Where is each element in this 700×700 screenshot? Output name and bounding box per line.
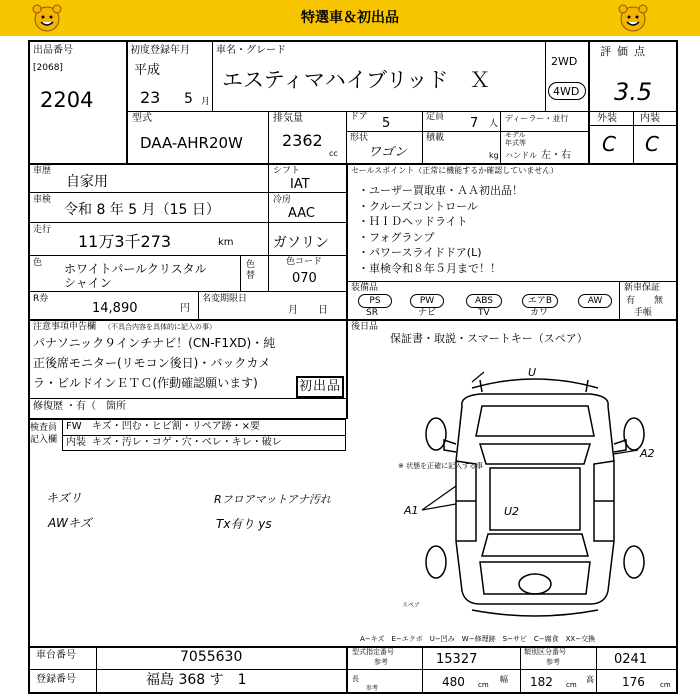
shift-label: シフト (273, 166, 301, 176)
doors: 5 (382, 116, 391, 131)
ref-label-2: 参考 (546, 658, 560, 666)
header-title: 特選車＆初出品 (301, 10, 399, 26)
shape-label: 形状 (350, 133, 369, 143)
type-label: 型式 (132, 113, 152, 124)
inspection: 令和 8 年 5 月（15 日） (64, 202, 220, 218)
plate: 福島 368 す 1 (146, 672, 247, 688)
recycle-unit: 円 (180, 303, 190, 314)
color: ホワイトパールクリスタル シャイン (64, 262, 207, 290)
equip-pw: PW (410, 294, 444, 308)
sales-point: ・車検令和８年５月まで！！ (358, 261, 501, 275)
sales-point: ・クルーズコントロール (358, 199, 478, 213)
sales-point: ・ＨＩＤヘッドライト (358, 215, 468, 228)
drive-4wd: 4WD (553, 85, 580, 98)
width: 182 (530, 675, 553, 689)
car-label: 車名・グレード (216, 45, 286, 56)
damage-mark-a1: A1 (404, 504, 419, 517)
new-warranty-no: 無 (654, 296, 664, 306)
repair: ・有（ 箇所 (66, 401, 126, 412)
sales-label: セールスポイント（正常に機能するか確認していません） (351, 166, 559, 175)
model-year-label: モデル 年式等 (505, 131, 526, 147)
new-warranty-yes: 有 (626, 296, 636, 306)
notes-line: 正後席モニター(リモコン後日)・バックカメ (33, 356, 271, 370)
type-no: 15327 (436, 652, 478, 667)
equip-airbag: エアB (522, 294, 558, 308)
lot-number: 2204 (40, 88, 94, 112)
inspector-label: 検査員 記入欄 (30, 423, 58, 445)
mileage: 11万3千273 (78, 232, 172, 251)
ac-label: 冷房 (273, 195, 292, 205)
recycle: 14,890 (92, 301, 138, 316)
disp-label: 排気量 (273, 113, 303, 124)
new-warranty-label: 新車保証 (624, 283, 661, 293)
car-name: エスティマハイブリッド Ｘ (222, 68, 491, 92)
ext-label: 外装 (597, 113, 617, 124)
mileage-unit: km (218, 237, 234, 248)
sales-point: ・パワースライドドア(L) (358, 246, 482, 259)
inspection-label: 車検 (33, 195, 52, 205)
damage-mark-u: U (528, 366, 537, 379)
score-value: 3.5 (614, 78, 653, 106)
int-label: 内装 (640, 113, 660, 124)
model-type: DAA-AHR20W (140, 134, 243, 152)
condition-note: ※ 状態を正確に記入する事 (398, 462, 484, 470)
handwritten-note: AWキズ (48, 516, 92, 530)
width-label: 幅 (500, 675, 508, 684)
color-label: 色 (33, 258, 43, 268)
class-label: 類別区分番号 (524, 648, 566, 656)
equip-tv: TV (478, 308, 490, 318)
later-docs-label: 後日品 (351, 322, 379, 332)
color-code: 070 (292, 271, 317, 286)
load-label: 積載 (426, 133, 445, 143)
damage-mark-a2: A2 (640, 447, 655, 460)
disp-unit: cc (329, 149, 338, 158)
displacement: 2362 (282, 131, 323, 150)
ref-label-3: 参考 (366, 685, 379, 692)
chassis: 7055630 (180, 649, 243, 665)
inspector-row2-label: 内装 (66, 437, 86, 448)
height-label: 高 (586, 675, 594, 684)
reg-era: 平成 (134, 63, 161, 78)
damage-mark-u2: U2 (504, 505, 520, 518)
sales-point: ・ユーザー買取車・ＡＡ初出品！ (358, 184, 523, 197)
first-listing-stamp: 初出品 (296, 376, 344, 398)
chassis-label: 車台番号 (36, 650, 76, 661)
usage: 自家用 (66, 174, 108, 190)
cap-label: 定員 (426, 112, 445, 122)
load-unit: kg (489, 151, 499, 160)
handle: 左・右 (541, 150, 571, 161)
int-grade: C (645, 132, 659, 156)
handwritten-note: キズリ (46, 491, 82, 505)
mileage-label: 走行 (33, 225, 52, 235)
notes-line: パナソニック９インチナビ！(CN-F1XD)・純 (33, 336, 276, 350)
equip-ps: PS (358, 294, 392, 308)
width-unit: cm (566, 681, 577, 689)
name-change-label: 名変期限日 (202, 294, 248, 304)
height-unit: cm (660, 681, 671, 689)
notes-line: ラ・ビルドインＥＴＣ(作動確認願います) (33, 376, 258, 390)
spare-label: スペア (402, 602, 421, 609)
height: 176 (622, 675, 645, 689)
cap-unit: 人 (489, 119, 499, 129)
length-unit: cm (478, 681, 489, 689)
ext-grade: C (602, 132, 616, 156)
usage-label: 車歴 (33, 166, 52, 176)
equip-sr: SR (366, 308, 378, 318)
sales-point: ・フォグランプ (358, 230, 435, 244)
class-no: 0241 (614, 652, 648, 667)
inspector-row2: キズ・汚レ・コゲ・穴・ベレ・キレ・破レ (92, 437, 282, 448)
ref-label-1: 参考 (374, 658, 388, 666)
ac: AAC (288, 206, 315, 221)
reg-year: 23 (140, 88, 161, 107)
equip-aw: AW (578, 294, 612, 308)
reg-label: 初度登録年月 (130, 45, 190, 56)
recycle-label: R券 (33, 294, 49, 304)
lot-label: 出品番号 (33, 45, 73, 56)
type-no-label: 型式指定番号 (352, 648, 394, 656)
later-docs: 保証書・取説・スマートキー（スペア） (390, 332, 588, 345)
notes-sub: （不具合内容を具体的に記入の事） (104, 323, 216, 331)
inspector-row1: キズ・凹む・ヒビ割・リペア跡・×要 (92, 421, 260, 432)
inspector-row1-label: FW (66, 421, 82, 432)
handwritten-note: Tx有り ys (216, 517, 272, 531)
score-label: 評価点 (600, 45, 651, 58)
capacity: 7 (470, 116, 479, 131)
plate-label: 登録番号 (36, 674, 76, 685)
damage-legend: A−キズ E−エクボ U−凹み W−修理跡 S−サビ C−腐食 XX−交換 (360, 635, 596, 643)
color-code-label: 色コード (286, 257, 323, 267)
equip-abs: ABS (466, 294, 502, 308)
reg-month-unit: 月 (201, 97, 211, 107)
equip-leather: カワ (530, 308, 549, 318)
lot-sub: [2068] (33, 63, 63, 73)
length: 480 (442, 675, 465, 689)
dealer-label: ディーラー・並行 (505, 114, 569, 123)
handle-label: ハンドル (505, 151, 537, 160)
shape: ワゴン (368, 145, 408, 160)
car-diagram (400, 366, 670, 626)
fuel: ガソリン (273, 235, 329, 251)
notes-label: 注意事項申告欄 (33, 322, 97, 332)
new-warranty-book: 手帳 (634, 308, 653, 318)
repair-label: 修復歴 (33, 401, 63, 412)
reg-month: 5 (184, 91, 193, 107)
name-change: 月 日 (288, 305, 328, 316)
door-label: ドア (350, 112, 368, 122)
handwritten-note: Rフロアマットアナ汚れ (214, 493, 331, 506)
length-label: 長 (352, 675, 359, 683)
shift: IAT (290, 177, 310, 192)
sales-points (358, 183, 674, 276)
color-change-label: 色替 (246, 260, 256, 281)
equip-navi: ナビ (418, 308, 437, 318)
drive-2wd: 2WD (551, 55, 578, 68)
equipment-label: 装備品 (351, 283, 379, 293)
